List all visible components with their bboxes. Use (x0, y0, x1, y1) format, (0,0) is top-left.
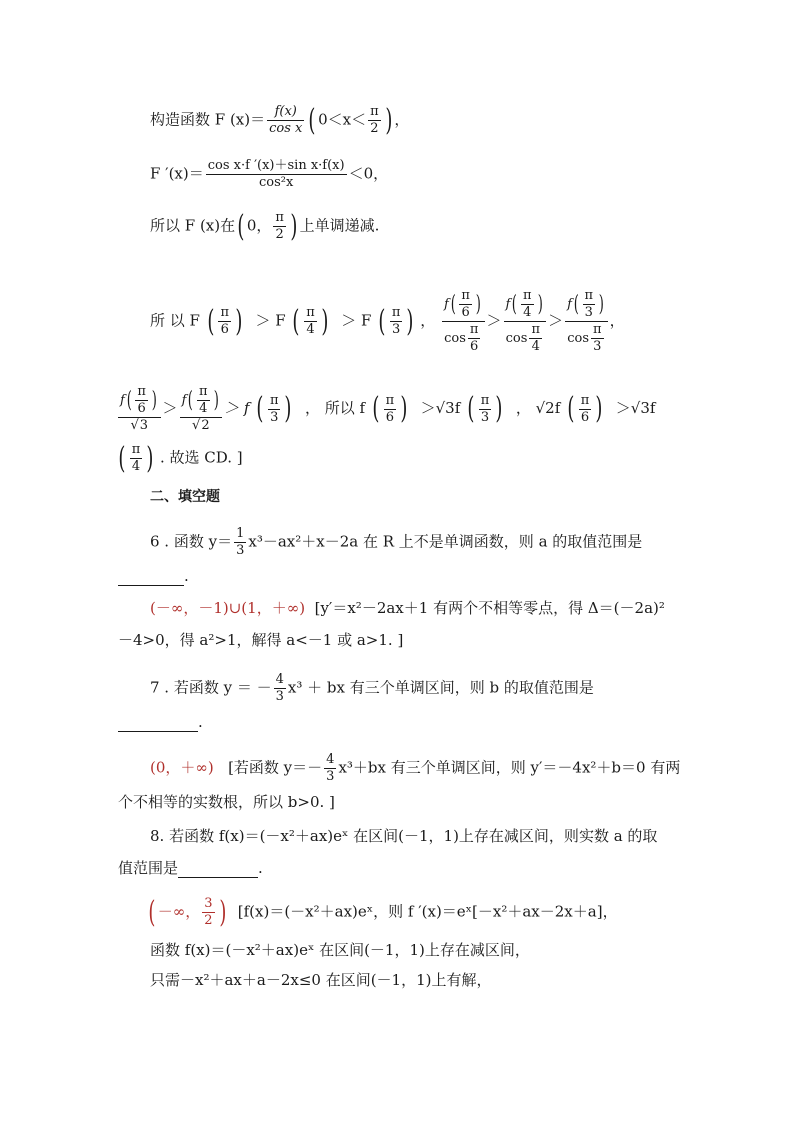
frac-den: 3 (236, 543, 245, 558)
fraction-pi-4 (304, 305, 317, 338)
f-symbol: f (505, 297, 511, 312)
frac-num: π (137, 384, 146, 399)
paren-right: ) (384, 102, 393, 138)
gt-sqrt3-f: ＞√3f (420, 399, 461, 417)
answer-7-cont (118, 792, 335, 812)
paren-left: ( (450, 291, 456, 317)
answer-8-l3: 只需－x²＋ax＋a－2x≤0 在区间(－1，1)上有解， (150, 971, 492, 989)
fraction-pi-3 (591, 322, 604, 355)
q8-line2: 值范围是 (118, 859, 179, 877)
frac-den: 3 (584, 305, 593, 320)
paren-left: ( (378, 303, 386, 339)
gt: ＞ (548, 311, 564, 330)
gt: ＞ (162, 399, 178, 417)
fraction-pi-6 (384, 393, 397, 426)
frac-num: π (275, 210, 284, 225)
frac-den: 4 (306, 322, 315, 337)
frac-num: π (584, 288, 594, 303)
frac-den: 6 (461, 305, 470, 320)
q7-post: x³ ＋ bx 有三个单调区间，则 b 的取值范围是 (287, 678, 594, 697)
frac-den: 4 (531, 339, 540, 354)
answer-blank[interactable] (118, 571, 184, 586)
interval-text: 0＜x＜ (318, 110, 367, 129)
fraction-pi-3 (390, 305, 403, 338)
fraction-fx-over-cosx (267, 104, 304, 137)
frac-den: 2 (204, 913, 213, 928)
frac-num: 1 (236, 526, 245, 541)
paren-right: ) (218, 894, 226, 930)
line-decreasing (150, 210, 379, 243)
frac-num: π (480, 392, 490, 408)
paren-left: ( (512, 291, 518, 317)
question-6 (150, 526, 642, 559)
paren-left: ( (207, 303, 215, 339)
interval-text: 0， (246, 216, 272, 235)
fraction-pi-6 (459, 288, 472, 321)
paren-left: ( (118, 440, 126, 476)
answer-8 (146, 896, 618, 929)
frac-den: 6 (220, 322, 229, 337)
frac-num (180, 384, 223, 418)
text-decreasing-pre: 所以 F (x)在 (150, 216, 236, 235)
frac-num: π (531, 322, 540, 337)
frac-num: π (269, 392, 279, 408)
frac-num: π (370, 104, 379, 119)
frac-num: π (580, 392, 590, 408)
punct: ， (394, 110, 410, 129)
answer-8-value: －∞， (157, 902, 201, 921)
frac-num: π (385, 392, 395, 408)
paren-right: ) (290, 208, 298, 244)
line-derivative (150, 158, 388, 191)
fraction-pi-over-2 (368, 104, 381, 137)
answer-7 (150, 752, 680, 785)
text-derivative: F ′(x)＝ (150, 164, 204, 183)
f-symbol: f (567, 297, 572, 312)
paren-left: ( (573, 291, 579, 317)
fraction-3-2 (202, 896, 214, 929)
frac-num: 4 (326, 752, 335, 767)
answer-6-explanation: [y′＝x²－2ax＋1 有两个不相等零点，得 Δ＝(－2a)² (314, 599, 665, 617)
paren-left: ( (237, 208, 245, 244)
frac-num: 4 (275, 672, 284, 687)
paren-right: ) (213, 387, 219, 413)
fraction-pi-over-2 (273, 210, 286, 243)
question-7 (150, 672, 594, 705)
frac-den: cos x (269, 121, 303, 136)
fraction-pi-4 (197, 384, 210, 417)
frac-den: 6 (580, 409, 590, 425)
line-define-F (150, 104, 409, 137)
f-symbol: f (443, 297, 449, 312)
answer-8-line3 (150, 970, 492, 990)
frac-den: 3 (593, 339, 602, 354)
fraction-4-3 (324, 752, 336, 785)
paren-left: ( (567, 391, 575, 426)
fraction-pi-3 (268, 393, 281, 426)
punct: ， (420, 311, 436, 330)
text-so-F: 所 以 F (150, 311, 200, 330)
fraction-f-pi4-over-cos (504, 288, 547, 355)
gt-F: ＞ F (341, 311, 372, 330)
paren-right: ) (400, 391, 408, 426)
q7-pre: 7 . 若函数 y ＝ － (150, 678, 272, 697)
frac-den: 3 (275, 689, 284, 704)
frac-den: 6 (385, 409, 394, 425)
paren-right: ) (321, 303, 329, 339)
q6-post: x³－ax²＋x－2a 在 R 上不是单调函数，则 a 的取值范围是 (248, 532, 643, 551)
fraction-pi-6 (135, 384, 148, 417)
line-conclusion (116, 442, 243, 475)
answer-6-value: (－∞，－1)∪(1，＋∞) (150, 599, 306, 617)
punct: . (184, 567, 189, 585)
fraction-f-pi6-over-sqrt3 (118, 384, 161, 434)
cos-text: cos (505, 331, 528, 346)
fraction-1-3 (234, 526, 246, 559)
fraction-pi-4 (529, 322, 542, 355)
frac-den: 6 (470, 339, 479, 354)
frac-den: 4 (523, 305, 532, 320)
frac-den (504, 322, 547, 355)
paren-left: ( (148, 894, 156, 930)
frac-num: π (469, 322, 479, 337)
frac-den: √3 (130, 418, 149, 433)
punct: . (198, 713, 203, 731)
frac-num: f(x) (267, 104, 304, 121)
frac-den: 2 (275, 227, 284, 242)
q6-blank-line (118, 566, 189, 586)
frac-den: 2 (370, 121, 379, 136)
paren-right: ) (598, 291, 604, 317)
text-define-F: 构造函数 F (x)＝ (150, 110, 266, 129)
frac-den (442, 322, 485, 355)
answer-8-l2: 函数 f(x)＝(－x²＋ax)eˣ 在区间(－1，1)上存在减区间， (150, 941, 530, 959)
answer-6 (150, 598, 665, 618)
answer-7-exp-post: x³＋bx 有三个单调区间，则 y′＝－4x²＋b＝0 有两 (338, 758, 681, 777)
answer-blank[interactable] (118, 717, 198, 732)
paren-left: ( (292, 303, 300, 339)
paren-right: ) (495, 391, 503, 426)
answer-6-explanation-cont: －4>0，得 a²>1，解得 a<－1 或 a>1. ] (118, 631, 404, 649)
paren-right: ) (146, 440, 154, 476)
frac-num: π (220, 305, 229, 320)
gt-sqrt3-f: ＞√3f (615, 399, 656, 417)
frac-den: √2 (192, 418, 210, 433)
paren-right: ) (235, 303, 243, 339)
sqrt2-f: ， √2f (515, 399, 561, 417)
frac-num (504, 288, 547, 322)
frac-num: π (522, 288, 532, 303)
paren-left: ( (256, 391, 264, 426)
fraction-pi-3 (479, 393, 492, 426)
section-heading: 二、填空题 (150, 489, 220, 505)
gt-F: ＞ F (255, 311, 286, 330)
sqrt-2: 2 (201, 418, 210, 433)
frac-den: 3 (480, 409, 490, 425)
text-decreasing-post: 上单调递减. (299, 216, 380, 235)
frac-num: π (306, 305, 315, 320)
paren-left: ( (188, 387, 194, 413)
paren-left: ( (467, 391, 475, 426)
fraction-pi-3 (583, 288, 596, 321)
question-8-line2 (118, 858, 263, 878)
cos-text: cos (567, 331, 589, 346)
f-symbol: f (120, 393, 125, 408)
frac-num: cos x·f ′(x)＋sin x·f(x) (207, 158, 345, 173)
frac-den: 4 (131, 459, 141, 474)
text-so-f: ， 所以 f (304, 399, 366, 417)
frac-num: 3 (204, 896, 213, 911)
frac-den: 3 (326, 769, 335, 784)
line-comparison-F (150, 288, 625, 355)
paren-right: ) (537, 291, 543, 317)
fraction-f-pi4-over-sqrt2 (180, 384, 223, 434)
cos-text: cos (444, 331, 466, 346)
frac-num (442, 288, 485, 322)
gt-f: ＞ f (224, 399, 250, 417)
question-8 (150, 826, 657, 846)
answer-7-exp-pre: [若函数 y＝－ (228, 758, 323, 777)
gt: ＞ (486, 311, 502, 330)
q7-blank-line (118, 712, 203, 732)
fraction-pi-6 (579, 393, 592, 426)
paren-left: ( (372, 391, 380, 426)
paren-right: ) (284, 391, 292, 426)
frac-num: π (593, 322, 602, 337)
punct: ＜0， (348, 164, 389, 183)
frac-den (565, 322, 608, 355)
paren-left: ( (308, 102, 316, 138)
frac-num (118, 384, 161, 418)
fraction-f-pi3-over-cos (565, 288, 608, 355)
frac-num: π (198, 384, 208, 399)
frac-num: π (391, 305, 401, 320)
paren-right: ) (475, 291, 481, 317)
paren-right: ) (151, 387, 157, 413)
answer-7-value: (0，＋∞) (150, 758, 214, 777)
answer-6-cont (118, 630, 403, 650)
answer-8-explanation: [f(x)＝(－x²＋ax)eˣ，则 f ′(x)＝eˣ[－x²＋ax－2x＋a]， (237, 902, 618, 921)
frac-den: 4 (199, 401, 208, 416)
frac-num: π (461, 288, 470, 303)
f-symbol: f (181, 393, 187, 408)
answer-blank[interactable] (178, 863, 258, 878)
punct: . (258, 859, 263, 877)
frac-num: π (131, 442, 141, 457)
fraction-derivative (206, 158, 347, 191)
fraction-4-3 (274, 672, 286, 705)
q8-line1: 8. 若函数 f(x)＝(－x²＋ax)eˣ 在区间(－1，1)上存在减区间，则实数 a 的取 (150, 827, 658, 845)
fraction-pi-6 (218, 305, 231, 338)
paren-right: ) (595, 391, 603, 426)
text-choose-cd: . 故选 CD. ] (159, 448, 243, 467)
sqrt-3: 3 (139, 418, 149, 433)
frac-den: 6 (137, 401, 146, 416)
frac-den: cos²x (259, 175, 294, 190)
fraction-pi-4 (521, 288, 534, 321)
paren-left: ( (126, 387, 132, 413)
frac-den: 3 (392, 322, 401, 337)
line-comparison-sqrt (116, 384, 655, 434)
q6-pre: 6 . 函数 y＝ (150, 532, 233, 551)
punct: ， (609, 311, 625, 330)
paren-right: ) (406, 303, 414, 339)
answer-7-explanation-cont: 个不相等的实数根，所以 b>0. ] (118, 793, 335, 811)
fraction-f-pi6-over-cos (442, 288, 485, 355)
fraction-pi-6 (468, 322, 481, 355)
frac-den: 3 (270, 409, 279, 425)
frac-num (565, 288, 608, 322)
fraction-pi-4 (130, 442, 143, 475)
answer-8-line2 (150, 940, 530, 960)
